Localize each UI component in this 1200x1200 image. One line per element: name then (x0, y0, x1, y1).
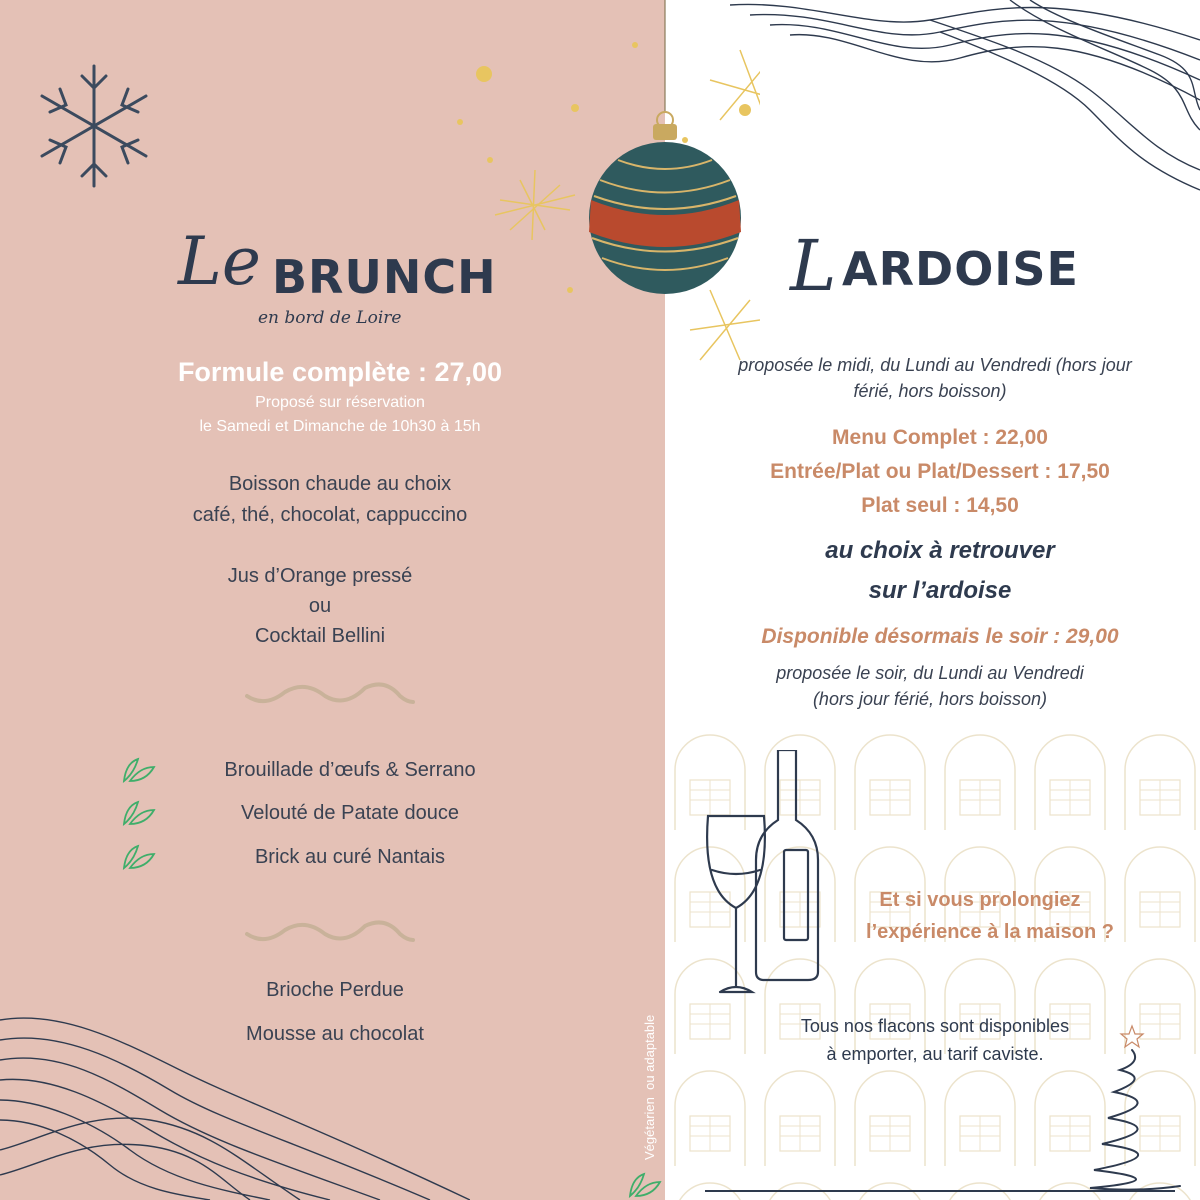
ardoise-evening-price: Disponible désormais le soir : 29,00 (761, 625, 1119, 648)
ardoise-intro-2: férié, hors boisson) (853, 381, 1007, 401)
list-item (120, 755, 540, 785)
wine-question-2: l’expérience à la maison ? (866, 921, 1114, 943)
brunch-or: ou (308, 595, 332, 617)
savory-item-label: Brick au curé Nantais (254, 846, 446, 868)
wave-divider-icon (245, 916, 415, 948)
brunch-reservation-note: Proposé sur réservation (255, 394, 425, 411)
brunch-juice: Jus d’Orange pressé (227, 565, 413, 587)
waves-top-right (730, 0, 1200, 200)
plat-seul-price: Plat seul : 14,50 (861, 494, 1019, 517)
savory-item-label: Velouté de Patate douce (241, 802, 459, 824)
brunch-hot-drink: Boisson chaude au choix (228, 473, 452, 495)
ardoise-intro: proposée le midi, du Lundi au Vendredi (hors jour (738, 355, 1132, 375)
dessert-item: Mousse au chocolat (246, 1023, 424, 1045)
entree-plat-price: Entrée/Plat ou Plat/Dessert : 17,50 (770, 460, 1110, 483)
menu-complet-price: Menu Complet : 22,00 (832, 426, 1048, 449)
brunch-title: BRUNCH (272, 250, 497, 304)
ardoise-evening-note: proposée le soir, du Lundi au Vendredi (776, 663, 1084, 683)
list-item (120, 842, 540, 872)
vegetarian-legend: Végétarien ou adaptable (642, 1014, 657, 1160)
leaf-icon (120, 755, 156, 785)
dessert-item: Brioche Perdue (266, 979, 404, 1001)
ardoise-title-script: L (790, 225, 837, 307)
brunch-formula-price: Formule complète : 27,00 (177, 357, 503, 387)
brunch-schedule-note: le Samedi et Dimanche de 10h30 à 15h (199, 418, 481, 435)
ardoise-title: ARDOISE (842, 242, 1079, 296)
ornament-icon (588, 0, 743, 300)
wine-bottle-glass-icon (700, 750, 840, 1000)
leaf-icon (120, 842, 156, 872)
brunch-title-script: Le (178, 223, 261, 300)
wine-info-2: à emporter, au tarif caviste. (826, 1044, 1044, 1064)
brunch-hot-drink-options: café, thé, chocolat, cappuccino (192, 504, 468, 526)
brunch-cocktail: Cocktail Bellini (254, 625, 386, 647)
ardoise-choice-2: sur l’ardoise (868, 577, 1012, 604)
list-item (120, 798, 540, 828)
leaf-icon (120, 798, 156, 828)
wine-question: Et si vous prolongiez (879, 889, 1081, 911)
leaf-icon (626, 1170, 662, 1200)
brunch-subtitle: en bord de Loire (258, 308, 402, 328)
bottom-divider (705, 1190, 1175, 1192)
wine-info: Tous nos flacons sont disponibles (800, 1016, 1070, 1036)
wave-divider-icon (245, 678, 415, 710)
savory-item-label: Brouillade d’œufs & Serrano (224, 759, 476, 781)
christmas-tree-icon (1080, 1020, 1190, 1195)
ardoise-choice: au choix à retrouver (825, 537, 1055, 564)
ardoise-evening-note-2: (hors jour férié, hors boisson) (812, 689, 1048, 709)
snowflake-icon (38, 62, 150, 190)
